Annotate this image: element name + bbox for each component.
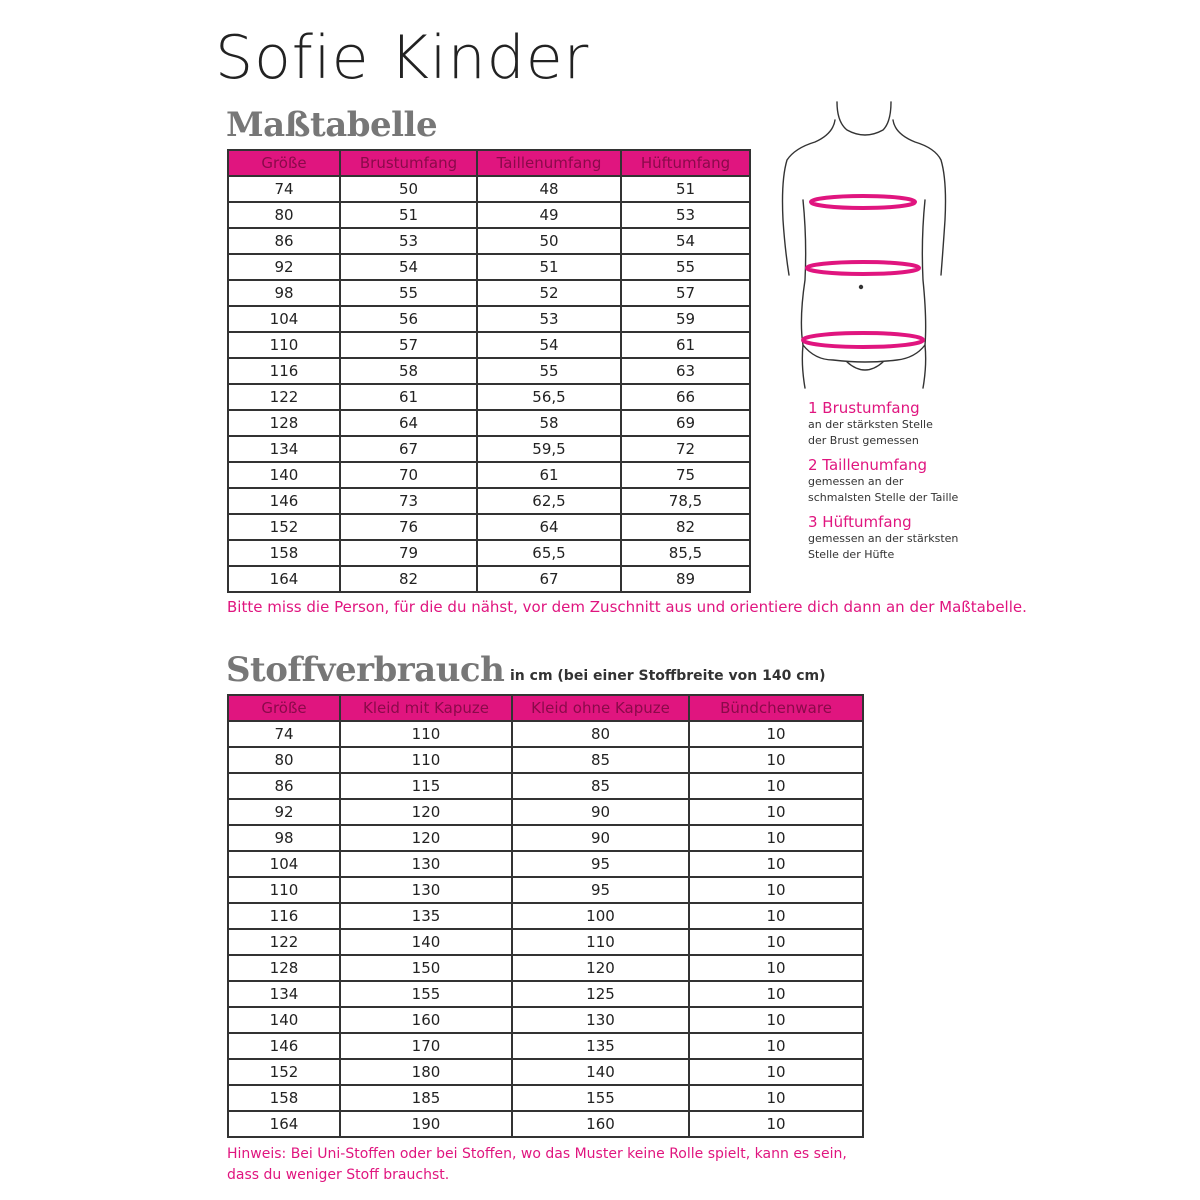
table-cell: 158 [228, 1085, 340, 1111]
table-cell: 120 [512, 955, 689, 981]
table-cell: 89 [621, 566, 750, 592]
table-cell: 80 [228, 747, 340, 773]
table-cell: 190 [340, 1111, 512, 1137]
table-cell: 180 [340, 1059, 512, 1085]
table-cell: 160 [512, 1111, 689, 1137]
legend-desc: gemessen an der stärksten [808, 532, 959, 545]
table-cell: 85 [512, 773, 689, 799]
fabric-usage-table [227, 694, 864, 1138]
table-row [228, 747, 863, 773]
table-cell: 110 [340, 721, 512, 747]
table-row [228, 488, 750, 514]
table-row [228, 1033, 863, 1059]
table-cell: 152 [228, 514, 340, 540]
table-cell: 130 [512, 1007, 689, 1033]
size-chart-body [228, 176, 750, 592]
legend-title: 1 Brustumfang [808, 399, 920, 417]
table-cell: 64 [477, 514, 621, 540]
table-cell: 80 [228, 202, 340, 228]
table-cell: 54 [621, 228, 750, 254]
table-row [228, 566, 750, 592]
table-cell: 82 [340, 566, 477, 592]
table-cell: 10 [689, 929, 863, 955]
fabric-usage-body [228, 721, 863, 1137]
table-cell: 64 [340, 410, 477, 436]
table-cell: 85,5 [621, 540, 750, 566]
table-cell: 55 [477, 358, 621, 384]
table-cell: 152 [228, 1059, 340, 1085]
table-cell: 90 [512, 799, 689, 825]
table-cell: 59 [621, 306, 750, 332]
header-size: Größe [228, 695, 340, 721]
table-cell: 128 [228, 955, 340, 981]
table-cell: 116 [228, 903, 340, 929]
table-cell: 48 [477, 176, 621, 202]
fabric-usage-heading: Stoffverbrauch [226, 650, 505, 690]
table-cell: 65,5 [477, 540, 621, 566]
table-cell: 140 [512, 1059, 689, 1085]
table-cell: 122 [228, 384, 340, 410]
table-cell: 54 [477, 332, 621, 358]
size-chart-heading: Maßtabelle [226, 105, 438, 145]
table-cell: 100 [512, 903, 689, 929]
waist-line-icon [807, 262, 919, 274]
table-cell: 51 [621, 176, 750, 202]
table-cell: 10 [689, 773, 863, 799]
table-header-row [228, 695, 863, 721]
table-cell: 10 [689, 747, 863, 773]
table-cell: 140 [340, 929, 512, 955]
table-row [228, 1007, 863, 1033]
header-ribbing: Bündchenware [689, 695, 863, 721]
table-cell: 66 [621, 384, 750, 410]
table-cell: 135 [512, 1033, 689, 1059]
table-cell: 10 [689, 799, 863, 825]
table-cell: 140 [228, 1007, 340, 1033]
table-cell: 51 [477, 254, 621, 280]
table-row [228, 202, 750, 228]
table-cell: 92 [228, 799, 340, 825]
table-cell: 135 [340, 903, 512, 929]
table-cell: 10 [689, 1085, 863, 1111]
table-cell: 55 [340, 280, 477, 306]
table-cell: 10 [689, 903, 863, 929]
fabric-usage-subnote: in cm (bei einer Stoffbreite von 140 cm) [510, 668, 826, 684]
table-cell: 10 [689, 1007, 863, 1033]
table-cell: 85 [512, 747, 689, 773]
table-row [228, 877, 863, 903]
size-chart-note: Bitte miss die Person, für die du nähst, vor dem Zuschnitt aus und orientiere dich dann an der Maßtabelle. [227, 598, 1027, 616]
table-cell: 76 [340, 514, 477, 540]
table-cell: 164 [228, 566, 340, 592]
table-cell: 75 [621, 462, 750, 488]
chest-line-icon [811, 196, 915, 208]
table-cell: 164 [228, 1111, 340, 1137]
table-cell: 53 [340, 228, 477, 254]
header-hip: Hüftumfang [621, 150, 750, 176]
table-row [228, 851, 863, 877]
table-cell: 128 [228, 410, 340, 436]
table-cell: 70 [340, 462, 477, 488]
table-cell: 74 [228, 176, 340, 202]
table-cell: 58 [477, 410, 621, 436]
table-row [228, 903, 863, 929]
table-cell: 78,5 [621, 488, 750, 514]
table-cell: 155 [340, 981, 512, 1007]
table-cell: 10 [689, 1059, 863, 1085]
table-cell: 56 [340, 306, 477, 332]
table-row [228, 825, 863, 851]
table-row [228, 773, 863, 799]
table-cell: 158 [228, 540, 340, 566]
table-cell: 134 [228, 436, 340, 462]
table-cell: 110 [228, 332, 340, 358]
table-cell: 58 [340, 358, 477, 384]
table-row [228, 721, 863, 747]
table-cell: 122 [228, 929, 340, 955]
table-cell: 125 [512, 981, 689, 1007]
table-cell: 57 [621, 280, 750, 306]
table-cell: 62,5 [477, 488, 621, 514]
legend-desc: gemessen an der [808, 475, 904, 488]
table-header-row [228, 150, 750, 176]
table-cell: 146 [228, 1033, 340, 1059]
table-cell: 74 [228, 721, 340, 747]
table-cell: 95 [512, 851, 689, 877]
page-title: Sofie Kinder [215, 23, 590, 93]
table-cell: 98 [228, 825, 340, 851]
table-cell: 130 [340, 851, 512, 877]
table-cell: 50 [340, 176, 477, 202]
table-row [228, 955, 863, 981]
table-cell: 90 [512, 825, 689, 851]
table-cell: 61 [477, 462, 621, 488]
table-row [228, 280, 750, 306]
table-cell: 55 [621, 254, 750, 280]
table-cell: 160 [340, 1007, 512, 1033]
legend-title: 3 Hüftumfang [808, 513, 912, 531]
header-chest: Brustumfang [340, 150, 477, 176]
table-cell: 52 [477, 280, 621, 306]
legend-desc: an der stärksten Stelle [808, 418, 933, 431]
table-cell: 140 [228, 462, 340, 488]
table-row [228, 462, 750, 488]
size-chart-table [227, 149, 751, 593]
table-cell: 51 [340, 202, 477, 228]
table-cell: 67 [477, 566, 621, 592]
table-row [228, 410, 750, 436]
legend-desc: Stelle der Hüfte [808, 548, 895, 561]
legend-title: 2 Taillenumfang [808, 456, 928, 474]
table-cell: 61 [621, 332, 750, 358]
note-line: Hinweis: Bei Uni-Stoffen oder bei Stoffen, wo das Muster keine Rolle spielt, kann es sein, [227, 1146, 847, 1162]
table-cell: 10 [689, 1033, 863, 1059]
legend-chest [808, 399, 968, 449]
table-cell: 115 [340, 773, 512, 799]
table-cell: 185 [340, 1085, 512, 1111]
table-cell: 50 [477, 228, 621, 254]
table-cell: 110 [512, 929, 689, 955]
table-cell: 146 [228, 488, 340, 514]
table-row [228, 358, 750, 384]
table-cell: 98 [228, 280, 340, 306]
table-row [228, 176, 750, 202]
table-row [228, 254, 750, 280]
legend-desc: schmalsten Stelle der Taille [808, 491, 959, 504]
legend-waist [808, 456, 968, 506]
table-cell: 63 [621, 358, 750, 384]
body-measurement-figure [775, 100, 955, 400]
table-cell: 61 [340, 384, 477, 410]
table-cell: 104 [228, 851, 340, 877]
table-cell: 10 [689, 955, 863, 981]
table-cell: 53 [477, 306, 621, 332]
table-cell: 10 [689, 851, 863, 877]
legend-hip [808, 513, 968, 563]
table-cell: 53 [621, 202, 750, 228]
table-cell: 10 [689, 981, 863, 1007]
header-waist: Taillenumfang [477, 150, 621, 176]
table-cell: 10 [689, 825, 863, 851]
table-cell: 10 [689, 721, 863, 747]
hip-line-icon [803, 333, 923, 347]
table-row [228, 514, 750, 540]
table-cell: 10 [689, 877, 863, 903]
table-cell: 155 [512, 1085, 689, 1111]
table-row [228, 306, 750, 332]
header-dress-with-hood: Kleid mit Kapuze [340, 695, 512, 721]
table-row [228, 981, 863, 1007]
table-cell: 134 [228, 981, 340, 1007]
table-cell: 57 [340, 332, 477, 358]
table-cell: 150 [340, 955, 512, 981]
table-cell: 95 [512, 877, 689, 903]
table-row [228, 332, 750, 358]
table-cell: 86 [228, 228, 340, 254]
table-cell: 59,5 [477, 436, 621, 462]
table-cell: 56,5 [477, 384, 621, 410]
table-cell: 54 [340, 254, 477, 280]
table-cell: 49 [477, 202, 621, 228]
table-cell: 73 [340, 488, 477, 514]
fabric-usage-note [227, 1144, 867, 1186]
table-cell: 67 [340, 436, 477, 462]
table-row [228, 929, 863, 955]
table-row [228, 1059, 863, 1085]
table-cell: 110 [228, 877, 340, 903]
table-cell: 86 [228, 773, 340, 799]
header-size: Größe [228, 150, 340, 176]
table-cell: 82 [621, 514, 750, 540]
table-row [228, 1111, 863, 1137]
table-row [228, 799, 863, 825]
legend-desc: der Brust gemessen [808, 434, 919, 447]
table-cell: 72 [621, 436, 750, 462]
table-cell: 104 [228, 306, 340, 332]
table-row [228, 1085, 863, 1111]
table-cell: 120 [340, 825, 512, 851]
table-row [228, 540, 750, 566]
table-cell: 130 [340, 877, 512, 903]
table-row [228, 436, 750, 462]
table-row [228, 384, 750, 410]
table-row [228, 228, 750, 254]
table-cell: 110 [340, 747, 512, 773]
navel-icon [859, 285, 863, 289]
table-cell: 69 [621, 410, 750, 436]
table-cell: 79 [340, 540, 477, 566]
note-line: dass du weniger Stoff brauchst. [227, 1167, 450, 1183]
table-cell: 116 [228, 358, 340, 384]
header-dress-without-hood: Kleid ohne Kapuze [512, 695, 689, 721]
table-cell: 120 [340, 799, 512, 825]
table-cell: 170 [340, 1033, 512, 1059]
table-cell: 80 [512, 721, 689, 747]
table-cell: 92 [228, 254, 340, 280]
table-cell: 10 [689, 1111, 863, 1137]
